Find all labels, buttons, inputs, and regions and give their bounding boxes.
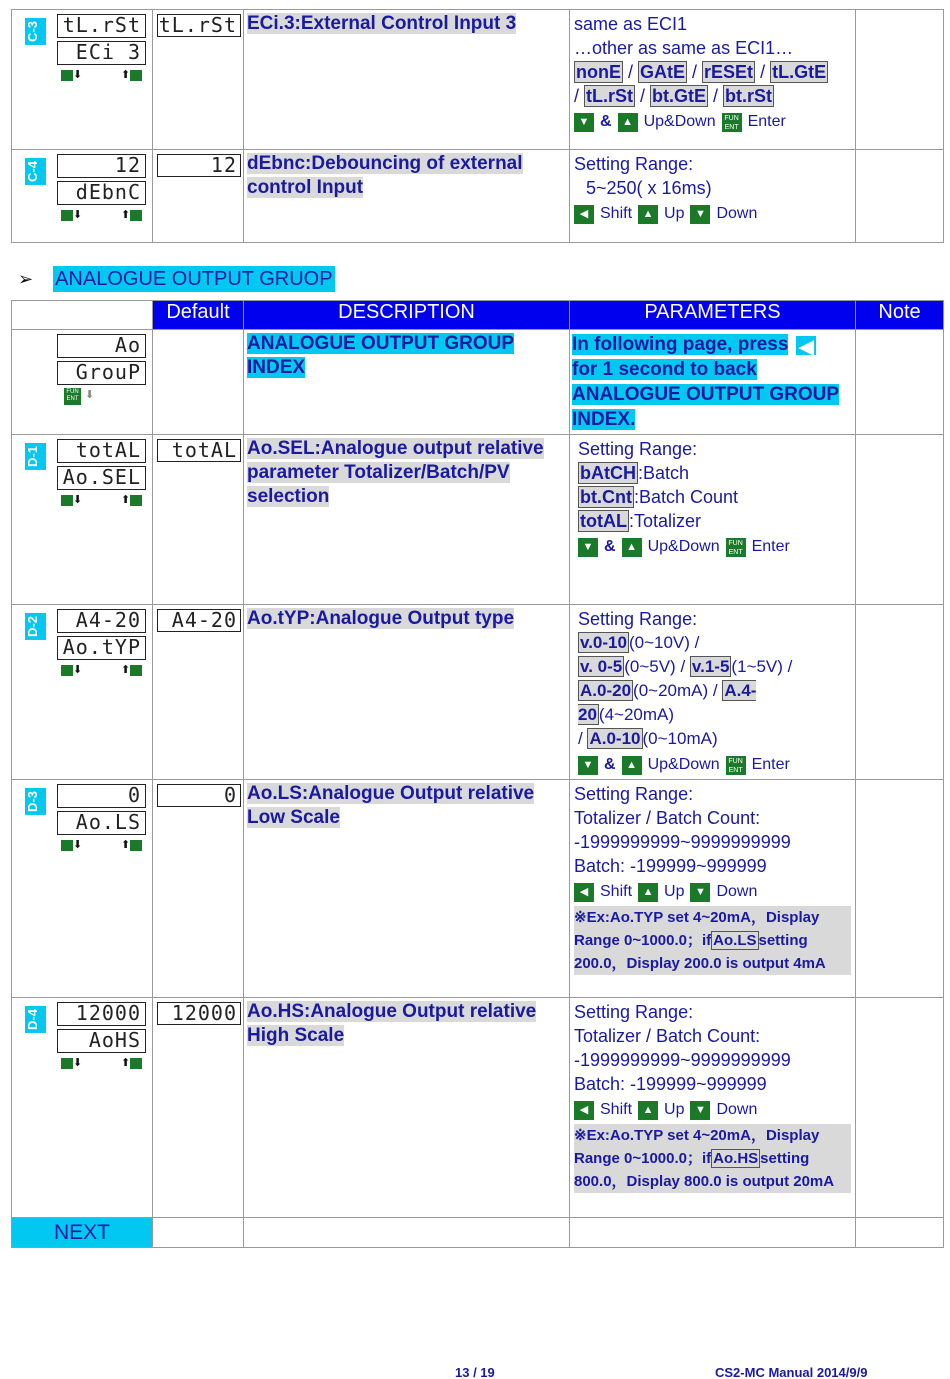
note-cell [856, 435, 944, 605]
parameters-cell [570, 10, 856, 150]
description-cell [244, 435, 570, 605]
lcd-value: 0 [57, 784, 146, 808]
table-row [12, 780, 944, 998]
next-link[interactable]: NEXT [12, 1218, 153, 1248]
manual-title: CS2-MC Manual 2014/9/9 [715, 1365, 868, 1379]
option-list: / tL.rSt / bt.GtE / bt.rSt [574, 86, 773, 106]
down-key-icon: ▼ [578, 756, 598, 775]
down-key-icon: ▼ [690, 1101, 710, 1120]
up-key-icon: ▲ [618, 113, 638, 132]
down-key-icon: ▼ [578, 538, 598, 557]
lcd-value: Ao [57, 334, 146, 358]
default-lcd: 12 [157, 154, 241, 177]
note-cell [856, 150, 944, 243]
key-legend: ◀ Shift ▲ Up ▼ Down [574, 880, 851, 904]
lcd-param: Ao.LS [57, 811, 146, 835]
left-key-icon: ◀ [574, 883, 594, 902]
description-cell [244, 780, 570, 998]
down-arrow-icon: ⬇ [61, 663, 82, 676]
param-line: Totalizer / Batch Count: [574, 1026, 761, 1046]
table-row [12, 10, 944, 150]
up-arrow-icon: ⬆ [121, 68, 142, 81]
description-cell [244, 10, 570, 150]
down-arrow-icon: ⬇ [61, 68, 82, 81]
default-lcd: 12000 [157, 1002, 241, 1025]
lcd-param: ECi 3 [57, 41, 146, 65]
parameters-cell [570, 330, 856, 435]
display-cell [12, 780, 153, 998]
lcd-value: totAL [57, 439, 146, 463]
type-item: v.0-10 (0~10V) / [580, 633, 700, 652]
table-row [12, 435, 944, 605]
row-tag: D-3 [25, 788, 46, 815]
display-cell [12, 998, 153, 1218]
note-cell [856, 330, 944, 435]
up-arrow-icon: ⬆ [121, 493, 142, 506]
analogue-output-table [11, 300, 944, 1248]
description-text: ECi.3:External Control Input 3 [247, 13, 517, 34]
display-cell [12, 605, 153, 780]
key-legend: ▼ & ▲ Up&Down FUN ENT Enter [578, 535, 851, 559]
param-line: Batch: -199999~999999 [574, 1074, 767, 1094]
table-row [12, 330, 944, 435]
down-key-icon: ▼ [690, 883, 710, 902]
row-tag: C-3 [25, 18, 46, 45]
fun-ent-key-icon: FUN ENT [726, 538, 746, 557]
default-cell [153, 330, 244, 435]
down-arrow-icon: ⬇ [61, 838, 82, 851]
display-cell [12, 330, 153, 435]
option-item: bt.Cnt :Batch Count [580, 487, 739, 507]
parameters-cell [570, 435, 856, 605]
left-key-icon: ◀ [574, 1101, 594, 1120]
param-line: Totalizer / Batch Count: [574, 808, 761, 828]
description-text: dEbnc:Debouncing of external control Input [247, 153, 523, 198]
up-key-icon: ▲ [638, 883, 658, 902]
row-tag: D-1 [25, 443, 46, 470]
key-legend: ▼ & ▲ Up&Down FUN ENT Enter [574, 110, 851, 134]
table-row [12, 150, 944, 243]
up-key-icon: ▲ [622, 756, 642, 775]
table-row [12, 998, 944, 1218]
default-cell [153, 780, 244, 998]
down-arrow-icon: ⬇ [85, 389, 95, 401]
up-arrow-icon: ⬆ [121, 208, 142, 221]
range-label: Setting Range: [578, 609, 698, 629]
option-item: totAL :Totalizer [580, 511, 702, 531]
default-lcd: A4-20 [157, 609, 241, 632]
page-number: 13 / 19 [455, 1365, 495, 1379]
arrow-keys [61, 663, 145, 677]
range-label: Setting Range: [574, 1002, 694, 1022]
lcd-value: tL.rSt [57, 14, 146, 38]
description-cell [244, 605, 570, 780]
description-cell [244, 150, 570, 243]
up-key-icon: ▲ [638, 205, 658, 224]
down-key-icon: ▼ [690, 205, 710, 224]
param-line: -1999999999~9999999999 [574, 832, 791, 852]
fun-ent-key-icon: FUN ENT [726, 756, 746, 775]
lcd-param: Ao.SEL [57, 466, 146, 490]
row-tag: D-2 [25, 613, 46, 640]
down-arrow-icon: ⬇ [61, 1056, 82, 1069]
down-arrow-icon: ⬇ [61, 493, 82, 506]
fun-ent-key-icon: FUN ENT [64, 388, 81, 405]
note-cell [856, 998, 944, 1218]
description-text: Ao.HS:Analogue Output relative High Scale [247, 1001, 537, 1046]
fun-ent-key-icon: FUN ENT [722, 113, 742, 132]
default-lcd: tL.rSt [157, 14, 241, 37]
example-note: ※Ex:Ao.TYP set 4~20mA，Display Range 0~1000.0；if Ao.HS setting 800.0，Display 800.0 is output 20mA [574, 1124, 851, 1193]
description-text: Ao.SEL:Analogue output relative parameter Totalizer/Batch/PV selection [247, 438, 544, 507]
empty-cell [570, 1218, 856, 1248]
option-list: nonE / GAtE / rESEt / tL.GtE [576, 62, 827, 82]
table-row [12, 1218, 944, 1248]
range-label: Setting Range: [578, 439, 698, 459]
header-parameters: PARAMETERS [570, 301, 856, 330]
example-note: ※Ex:Ao.TYP set 4~20mA，Display Range 0~1000.0；if Ao.LS setting 200.0，Display 200.0 is output 4mA [574, 906, 851, 975]
parameters-cell [570, 998, 856, 1218]
description-cell [244, 330, 570, 435]
type-item: / A.0-10 (0~10mA) [578, 729, 718, 748]
param-line: Batch: -199999~999999 [574, 856, 767, 876]
up-arrow-icon: ⬆ [121, 1056, 142, 1069]
table-row [12, 605, 944, 780]
key-legend: ◀ Shift ▲ Up ▼ Down [574, 1098, 851, 1122]
left-key-icon: ◀ [796, 336, 816, 355]
left-key-icon: ◀ [574, 205, 594, 224]
display-cell [12, 150, 153, 243]
header-blank [12, 301, 153, 330]
table-header [12, 301, 944, 330]
default-cell [153, 10, 244, 150]
bullet-arrow-icon: ➢ [18, 269, 34, 289]
key-legend: ▼ & ▲ Up&Down FUN ENT Enter [578, 753, 851, 777]
arrow-keys [61, 388, 145, 402]
type-item: v. 0-5 (0~5V) / v.1-5 (1~5V) / [580, 657, 793, 676]
row-tag: C-4 [25, 158, 46, 185]
param-line: …other as same as ECI1… [574, 38, 794, 58]
note-cell [856, 10, 944, 150]
default-cell [153, 150, 244, 243]
lcd-value: A4-20 [57, 609, 146, 633]
description-text: Ao.tYP:Analogue Output type [247, 608, 515, 629]
empty-cell [244, 1218, 570, 1248]
header-default: Default [153, 301, 244, 330]
up-key-icon: ▲ [622, 538, 642, 557]
default-lcd: 0 [157, 784, 241, 807]
up-key-icon: ▲ [638, 1101, 658, 1120]
description-text: Ao.LS:Analogue Output relative Low Scale [247, 783, 535, 828]
arrow-keys [61, 1056, 145, 1070]
parameters-cell [570, 780, 856, 998]
lcd-value: 12 [57, 154, 146, 178]
option-item: bAtCH :Batch [580, 463, 690, 483]
up-arrow-icon: ⬆ [121, 838, 142, 851]
arrow-keys [61, 493, 145, 507]
default-cell [153, 435, 244, 605]
type-item: A.0-20 (0~20mA) / A.4-20 (4~20mA) [578, 681, 757, 724]
default-cell [153, 605, 244, 780]
parameters-cell [570, 605, 856, 780]
parameters-cell [570, 150, 856, 243]
row-tag: D-4 [25, 1006, 46, 1033]
range-label: Setting Range: [574, 784, 694, 804]
header-description: DESCRIPTION [244, 301, 570, 330]
section-heading [18, 268, 335, 291]
lcd-param: AoHS [57, 1029, 146, 1053]
default-lcd: totAL [157, 439, 241, 462]
param-line: -1999999999~9999999999 [574, 1050, 791, 1070]
param-line: Setting Range: [574, 154, 694, 174]
description-text: ANALOGUE OUTPUT GROUP INDEX [247, 333, 515, 378]
default-cell [153, 998, 244, 1218]
display-cell [12, 435, 153, 605]
down-key-icon: ▼ [574, 113, 594, 132]
arrow-keys [61, 838, 145, 852]
param-text: for 1 second to back ANALOGUE OUTPUT GROUP INDEX. [572, 359, 840, 430]
description-cell [244, 998, 570, 1218]
arrow-keys [61, 208, 145, 222]
note-cell [856, 605, 944, 780]
lcd-param: dEbnC [57, 181, 146, 205]
header-note: Note [856, 301, 944, 330]
key-legend: ◀ Shift ▲ Up ▼ Down [574, 202, 851, 226]
section-title: ANALOGUE OUTPUT GRUOP [55, 268, 333, 290]
down-arrow-icon: ⬇ [61, 208, 82, 221]
lcd-param: Ao.tYP [57, 636, 146, 660]
empty-cell [856, 1218, 944, 1248]
display-cell [12, 10, 153, 150]
param-line: same as ECI1 [574, 14, 688, 34]
top-table [11, 9, 944, 243]
param-text: In following page, press [572, 334, 789, 355]
lcd-value: 12000 [57, 1002, 146, 1026]
arrow-keys [61, 68, 145, 82]
param-line: 5~250( x 16ms) [586, 178, 712, 198]
empty-cell [153, 1218, 244, 1248]
note-cell [856, 780, 944, 998]
up-arrow-icon: ⬆ [121, 663, 142, 676]
lcd-param: GrouP [57, 361, 146, 385]
